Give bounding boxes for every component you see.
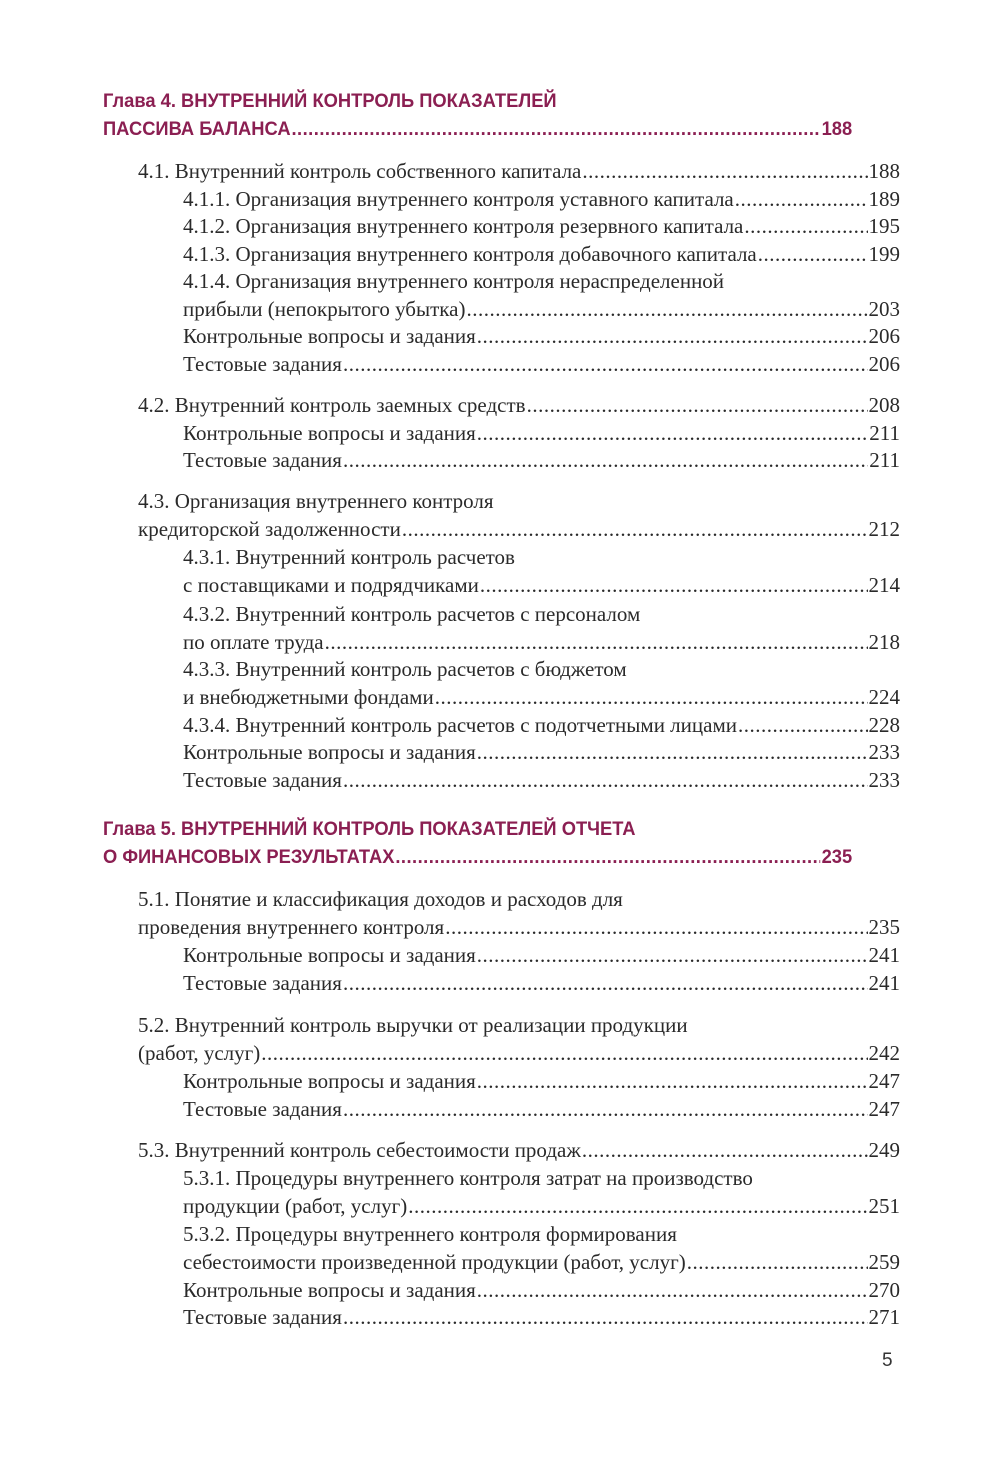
toc-entry-subsection[interactable]: [183, 1095, 900, 1123]
toc-entry-title: Тестовые задания: [183, 971, 342, 995]
toc-entry-title: Контрольные вопросы и задания: [183, 1069, 476, 1093]
toc-entry-section[interactable]: [138, 885, 900, 941]
toc-entry-title: О ФИНАНСОВЫХ РЕЗУЛЬТАТАХ: [103, 846, 395, 868]
toc-line: [138, 1136, 900, 1164]
toc-page-number: 195: [868, 214, 900, 238]
toc-line: [103, 815, 852, 843]
toc-line: [138, 913, 900, 941]
toc-line: [183, 1220, 900, 1248]
toc-page-number: 235: [868, 915, 900, 939]
toc-line: [103, 87, 852, 115]
toc-line: [103, 843, 852, 871]
toc-entry-subsection[interactable]: [183, 350, 900, 378]
toc-entry-title: себестоимости произведенной продукции (работ, услуг): [183, 1250, 686, 1274]
toc-entry-subsection[interactable]: [183, 1067, 900, 1095]
toc-page-number: 208: [868, 393, 900, 417]
toc-page-number: 241: [868, 943, 900, 967]
toc-line: [183, 543, 900, 571]
toc-entry-title: 5.3.2. Процедуры внутреннего контроля формирования: [183, 1222, 677, 1246]
toc-page-number: 251: [868, 1194, 900, 1218]
toc-entry-title: 4.1.4. Организация внутреннего контроля нераспределенной: [183, 269, 725, 293]
toc-entry-subsection[interactable]: [183, 969, 900, 997]
toc-entry-title: 5.1. Понятие и классификация доходов и расходов для: [138, 887, 623, 911]
dot-leader: [291, 115, 820, 143]
dot-leader: [261, 1039, 867, 1067]
toc-line: [183, 655, 900, 683]
toc-page-number: 218: [868, 630, 900, 654]
toc-line: [138, 515, 900, 543]
toc-entry-title: с поставщиками и подрядчиками: [183, 573, 479, 597]
toc-line: [183, 1192, 900, 1220]
toc-page-number: 224: [868, 685, 900, 709]
toc-page-number: 214: [868, 573, 900, 597]
toc-entry-subsection[interactable]: [183, 322, 900, 350]
toc-entry-subsection[interactable]: [183, 446, 900, 474]
toc-page-number: 249: [868, 1138, 900, 1162]
toc-entry-subsection[interactable]: [183, 1164, 900, 1220]
toc-entry-title: 4.1.3. Организация внутреннего контроля добавочного капитала: [183, 242, 757, 266]
toc-line: [183, 185, 900, 213]
toc-page-number: 233: [868, 740, 900, 764]
toc-line: [138, 391, 900, 419]
toc-line: [183, 1095, 900, 1123]
toc-entry-subsection[interactable]: [183, 941, 900, 969]
toc-entry-title: 4.3.1. Внутренний контроль расчетов: [183, 545, 515, 569]
dot-leader: [343, 350, 868, 378]
toc-entry-title: 4.1. Внутренний контроль собственного капитала: [138, 159, 582, 183]
toc-line: [138, 157, 900, 185]
toc-entry-title: прибыли (непокрытого убытка): [183, 297, 466, 321]
toc-line: [183, 600, 900, 628]
dot-leader: [738, 711, 868, 739]
dot-leader: [582, 1136, 868, 1164]
toc-entry-section[interactable]: [138, 391, 900, 419]
toc-entry-subsection[interactable]: [183, 1220, 900, 1276]
toc-line: [183, 941, 900, 969]
dot-leader: [343, 969, 868, 997]
toc-entry-title: Глава 4. ВНУТРЕННИЙ КОНТРОЛЬ ПОКАЗАТЕЛЕЙ: [103, 90, 557, 112]
dot-leader: [582, 157, 867, 185]
toc-line: [183, 350, 900, 378]
toc-entry-subsection[interactable]: [183, 543, 900, 599]
toc-entry-title: Тестовые задания: [183, 448, 342, 472]
toc-entry-title: 4.3.3. Внутренний контроль расчетов с бюджетом: [183, 657, 627, 681]
toc-page-number: 247: [868, 1069, 900, 1093]
toc-line: [183, 267, 900, 295]
toc-entry-title: Контрольные вопросы и задания: [183, 943, 476, 967]
dot-leader: [408, 1192, 867, 1220]
toc-line: [183, 683, 900, 711]
toc-entry-title: Контрольные вопросы и задания: [183, 740, 476, 764]
toc-line: [183, 969, 900, 997]
toc-entry-title: 5.2. Внутренний контроль выручки от реализации продукции: [138, 1013, 688, 1037]
dot-leader: [744, 212, 867, 240]
dot-leader: [480, 571, 868, 599]
toc-line: [183, 711, 900, 739]
toc-page-number: 270: [868, 1278, 900, 1302]
toc-line: [138, 487, 900, 515]
dot-leader: [758, 240, 868, 268]
toc-page-number: 206: [868, 324, 900, 348]
toc-entry-title: проведения внутреннего контроля: [138, 915, 445, 939]
toc-entry-title: (работ, услуг): [138, 1041, 261, 1065]
toc-line: [138, 1011, 900, 1039]
toc-line: [183, 322, 900, 350]
toc-line: [183, 571, 900, 599]
toc-entry-title: 4.3. Организация внутреннего контроля: [138, 489, 494, 513]
toc-page-number: 247: [868, 1097, 900, 1121]
toc-entry-subsection[interactable]: [183, 738, 900, 766]
dot-leader: [343, 1095, 868, 1123]
toc-entry-title: 5.3.1. Процедуры внутреннего контроля затрат на производство: [183, 1166, 753, 1190]
dot-leader: [466, 295, 867, 323]
toc-entry-subsection[interactable]: [183, 267, 900, 323]
toc-entry-title: и внебюджетными фондами: [183, 685, 434, 709]
toc-line: [183, 628, 900, 656]
toc-line: [138, 885, 900, 913]
dot-leader: [477, 322, 868, 350]
dot-leader: [325, 628, 868, 656]
toc-line: [183, 240, 900, 268]
toc-line: [183, 1248, 900, 1276]
dot-leader: [527, 391, 868, 419]
toc-entry-subsection[interactable]: [183, 212, 900, 240]
toc-page-number: 211: [869, 421, 900, 445]
toc-entry-title: Контрольные вопросы и задания: [183, 421, 476, 445]
toc-page-number: 259: [868, 1250, 900, 1274]
toc-entry-section[interactable]: [138, 157, 900, 185]
toc-page-number: 271: [868, 1305, 900, 1329]
toc-entry-title: 4.1.2. Организация внутреннего контроля резервного капитала: [183, 214, 744, 238]
toc-entry-title: 4.1.1. Организация внутреннего контроля уставного капитала: [183, 187, 734, 211]
toc-entry-title: ПАССИВА БАЛАНСА: [103, 118, 291, 140]
toc-entry-title: Тестовые задания: [183, 768, 342, 792]
toc-entry-title: кредиторской задолженности: [138, 517, 401, 541]
dot-leader: [477, 1276, 868, 1304]
dot-leader: [395, 843, 820, 871]
toc-line: [183, 1164, 900, 1192]
toc-entry-chapter[interactable]: [103, 87, 900, 143]
toc-entry-title: Тестовые задания: [183, 1097, 342, 1121]
toc-entry-title: Тестовые задания: [183, 1305, 342, 1329]
dot-leader: [687, 1248, 868, 1276]
toc-page-number: 211: [869, 448, 900, 472]
toc-page-number: 212: [868, 517, 900, 541]
toc-page-number: 189: [868, 187, 900, 211]
dot-leader: [445, 913, 867, 941]
toc-entry-title: по оплате труда: [183, 630, 324, 654]
toc-entry-subsection[interactable]: [183, 655, 900, 711]
toc-page-number: 241: [868, 971, 900, 995]
toc-entry-section[interactable]: [138, 1011, 900, 1067]
toc-page-number: 188: [868, 159, 900, 183]
toc-entry-subsection[interactable]: [183, 240, 900, 268]
toc-entry-title: 4.3.2. Внутренний контроль расчетов с персоналом: [183, 602, 641, 626]
toc-line: [183, 212, 900, 240]
dot-leader: [735, 185, 868, 213]
dot-leader: [435, 683, 868, 711]
toc-line: [183, 738, 900, 766]
dot-leader: [477, 1067, 868, 1095]
toc-entry-title: Контрольные вопросы и задания: [183, 324, 476, 348]
toc-line: [138, 1039, 900, 1067]
dot-leader: [477, 941, 868, 969]
toc-entry-subsection[interactable]: [183, 600, 900, 656]
toc-page-number: 242: [868, 1041, 900, 1065]
toc-entry-section[interactable]: [138, 487, 900, 543]
dot-leader: [477, 738, 868, 766]
dot-leader: [343, 1303, 868, 1331]
toc-entry-title: 4.3.4. Внутренний контроль расчетов с подотчетными лицами: [183, 713, 737, 737]
toc-page-number: 206: [868, 352, 900, 376]
toc-entry-title: 5.3. Внутренний контроль себестоимости продаж: [138, 1138, 581, 1162]
toc-entry-section[interactable]: [138, 1136, 900, 1164]
toc-line: [183, 766, 900, 794]
toc-entry-subsection[interactable]: [183, 419, 900, 447]
toc-line: [183, 295, 900, 323]
toc-page-number: 233: [868, 768, 900, 792]
toc-page-number: 228: [868, 713, 900, 737]
toc-entry-subsection[interactable]: [183, 1276, 900, 1304]
toc-entry-subsection[interactable]: [183, 711, 900, 739]
toc-line: [183, 446, 900, 474]
toc-page-number: 235: [821, 846, 853, 868]
dot-leader: [477, 419, 868, 447]
page-number: 5: [882, 1350, 893, 1371]
toc-line: [183, 1303, 900, 1331]
toc-entry-title: продукции (работ, услуг): [183, 1194, 408, 1218]
toc-line: [183, 1276, 900, 1304]
toc-line: [183, 419, 900, 447]
toc-entry-subsection[interactable]: [183, 1303, 900, 1331]
dot-leader: [343, 446, 868, 474]
toc-entry-title: Глава 5. ВНУТРЕННИЙ КОНТРОЛЬ ПОКАЗАТЕЛЕЙ ОТЧЕТА: [103, 818, 636, 840]
toc-entry-title: Контрольные вопросы и задания: [183, 1278, 476, 1302]
toc-entry-subsection[interactable]: [183, 185, 900, 213]
toc-page-number: 199: [868, 242, 900, 266]
toc-entry-subsection[interactable]: [183, 766, 900, 794]
dot-leader: [343, 766, 868, 794]
toc-page-number: 203: [868, 297, 900, 321]
toc-page-number: 188: [821, 118, 853, 140]
toc-entry-title: Тестовые задания: [183, 352, 342, 376]
toc-line: [183, 1067, 900, 1095]
toc-line: [103, 115, 852, 143]
dot-leader: [402, 515, 868, 543]
toc-entry-title: 4.2. Внутренний контроль заемных средств: [138, 393, 526, 417]
toc-entry-chapter[interactable]: [103, 815, 900, 871]
